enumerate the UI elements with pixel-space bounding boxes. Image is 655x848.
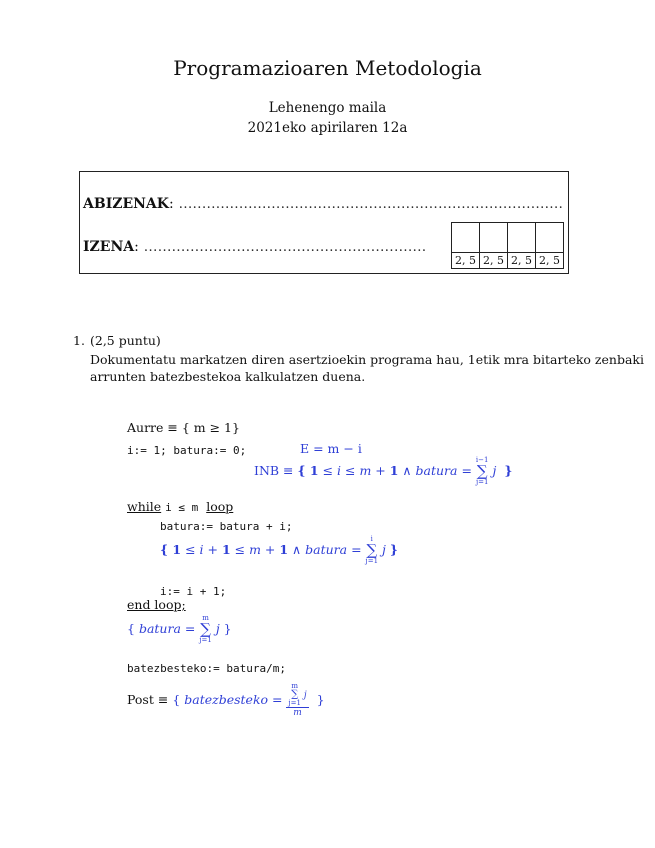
surname-row: ABIZENAK: ................................................................................... bbox=[83, 196, 564, 212]
question-number: 1. bbox=[73, 333, 85, 348]
sum-symbol: m ∑ j=1 bbox=[199, 614, 212, 644]
score-max: 2, 5 bbox=[508, 253, 536, 269]
surname-dotted-field[interactable]: ................................................................................... bbox=[178, 197, 564, 212]
post-loop-assertion: { batura = m ∑ j=1 j } bbox=[127, 614, 232, 644]
score-cell[interactable] bbox=[480, 223, 508, 253]
name-label: IZENA bbox=[83, 239, 135, 255]
score-max: 2, 5 bbox=[452, 253, 480, 269]
document-title: Programazioaren Metodologia bbox=[173, 56, 482, 80]
course-level: Lehenengo maila bbox=[268, 100, 387, 116]
name-dotted-field[interactable]: ............................................................. bbox=[143, 240, 427, 255]
loop-assertion: { 1 ≤ i + 1 ≤ m + 1 ∧ batura = i ∑ j=1 j } bbox=[160, 535, 398, 565]
question-text-line2: arrunten batezbestekoa kalkulatzen duena. bbox=[90, 369, 366, 384]
score-table bbox=[451, 222, 564, 269]
score-cell[interactable] bbox=[536, 223, 564, 253]
while-line bbox=[127, 499, 233, 514]
fraction: m ∑ j=1 j m bbox=[288, 682, 307, 718]
score-max: 2, 5 bbox=[536, 253, 564, 269]
invariant-assertion: INB ≡ { 1 ≤ i ≤ m + 1 ∧ batura = i−1 ∑ j=1 j } bbox=[254, 456, 513, 486]
loop-condition: i ≤ m bbox=[165, 501, 199, 514]
exam-date: 2021eko apirilaren 12a bbox=[247, 120, 408, 136]
invariant-label: INB ≡ bbox=[254, 463, 294, 478]
end-loop-keyword: end loop; bbox=[127, 597, 186, 612]
score-cell[interactable] bbox=[452, 223, 480, 253]
sum-symbol: i ∑ j=1 bbox=[365, 535, 379, 565]
precondition: Aurre ≡ { m ≥ 1} bbox=[127, 420, 240, 435]
average-statement: batezbesteko:= batura/m; bbox=[127, 662, 286, 675]
loop-keyword: loop bbox=[206, 499, 234, 514]
surname-label: ABIZENAK bbox=[83, 196, 169, 212]
name-row: IZENA: ............................................................. bbox=[83, 239, 427, 255]
while-keyword: while bbox=[127, 499, 162, 514]
post-label: Post ≡ bbox=[127, 692, 169, 707]
score-max: 2, 5 bbox=[480, 253, 508, 269]
question-text-line1: Dokumentatu markatzen diren asertzioekin programa hau, 1etik mra bitarteko zenbaki bbox=[90, 352, 644, 367]
sum-symbol: i−1 ∑ j=1 bbox=[475, 456, 489, 486]
increment-statement: i:= i + 1; bbox=[160, 585, 227, 598]
question-points: (2,5 puntu) bbox=[90, 333, 161, 348]
init-statement: i:= 1; batura:= 0; bbox=[127, 444, 247, 457]
score-cell[interactable] bbox=[508, 223, 536, 253]
postcondition: Post ≡ { batezbesteko = m ∑ j=1 j m } bbox=[127, 682, 325, 718]
loop-body-statement: batura:= batura + i; bbox=[160, 520, 293, 533]
variant-assertion: E = m − i bbox=[300, 441, 362, 456]
